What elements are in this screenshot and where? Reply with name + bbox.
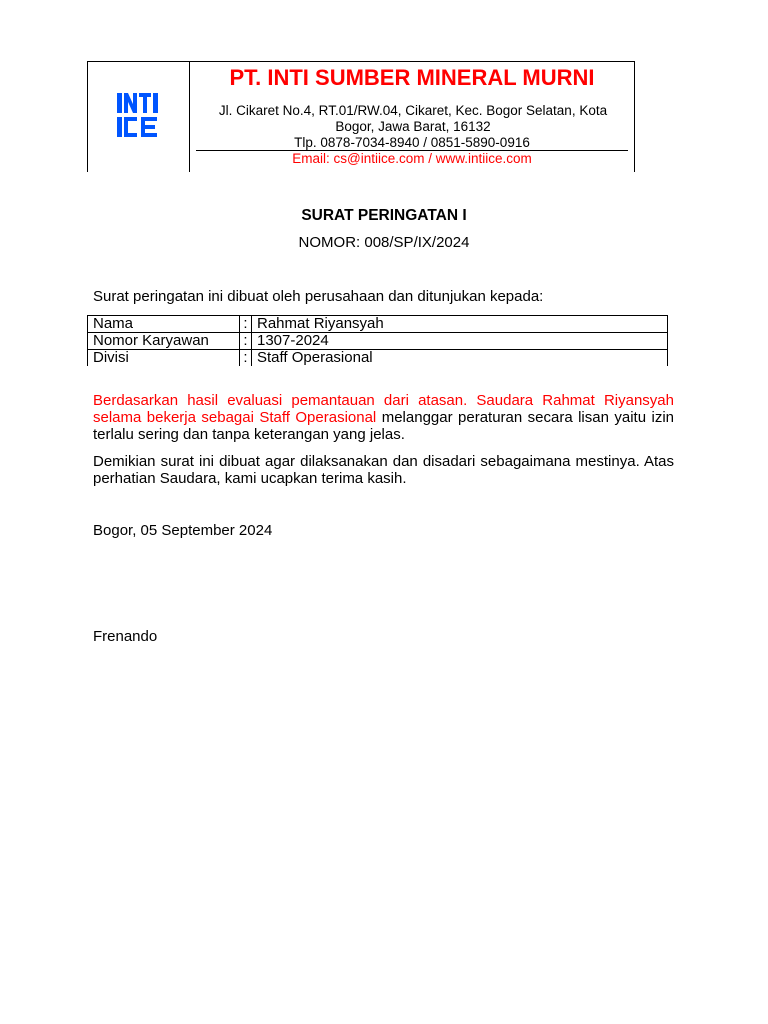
violation-text-red: Berdasarkan hasil evaluasi pemantauan dari atasan. Saudara Rahmat Riyansyah selama bekerja sebagai Staff Operasional [93,392,674,426]
signer-name: Frenando [93,628,158,645]
row-value: 1307-2024 [252,333,668,350]
document-number: NOMOR: 008/SP/IX/2024 [298,234,470,251]
company-email: Email: cs@intiice.com / www.intiice.com [292,151,532,166]
company-logo [117,91,161,139]
table-row [88,333,668,350]
employee-info-table [87,315,668,366]
row-value: Staff Operasional [252,350,668,367]
intro-text: Surat peringatan ini dibuat oleh perusahaan dan ditunjukan kepada: [93,288,544,305]
letterhead [87,61,635,172]
violation-paragraph [93,392,674,443]
row-label: Nama [88,316,240,333]
table-row [88,316,668,333]
row-value: Rahmat Riyansyah [252,316,668,333]
closing-paragraph: Demikian surat ini dibuat agar dilaksanakan dan disadari sebagaimana mestinya. Atas perhatian Saudara, kami ucapkan terima kasih. [93,453,674,487]
table-row [88,350,668,367]
company-phone: Tlp. 0878-7034-8940 / 0851-5890-0916 [294,135,530,150]
logo-cell [88,62,190,172]
row-label: Divisi [88,350,240,367]
row-separator: : [240,316,252,333]
company-address: Jl. Cikaret No.4, RT.01/RW.04, Cikaret, Kec. Bogor Selatan, Kota Bogor, Jawa Barat, 16132 [218,103,608,134]
place-date: Bogor, 05 September 2024 [93,522,273,539]
row-separator: : [240,350,252,367]
violation-text: melanggar peraturan secara lisan yaitu izin terlalu sering dan tanpa keterangan yang jelas. [93,409,675,443]
row-label: Nomor Karyawan [88,333,240,350]
document-title: SURAT PERINGATAN I [301,207,467,224]
company-name: PT. INTI SUMBER MINERAL MURNI [229,65,595,90]
row-separator: : [240,333,252,350]
